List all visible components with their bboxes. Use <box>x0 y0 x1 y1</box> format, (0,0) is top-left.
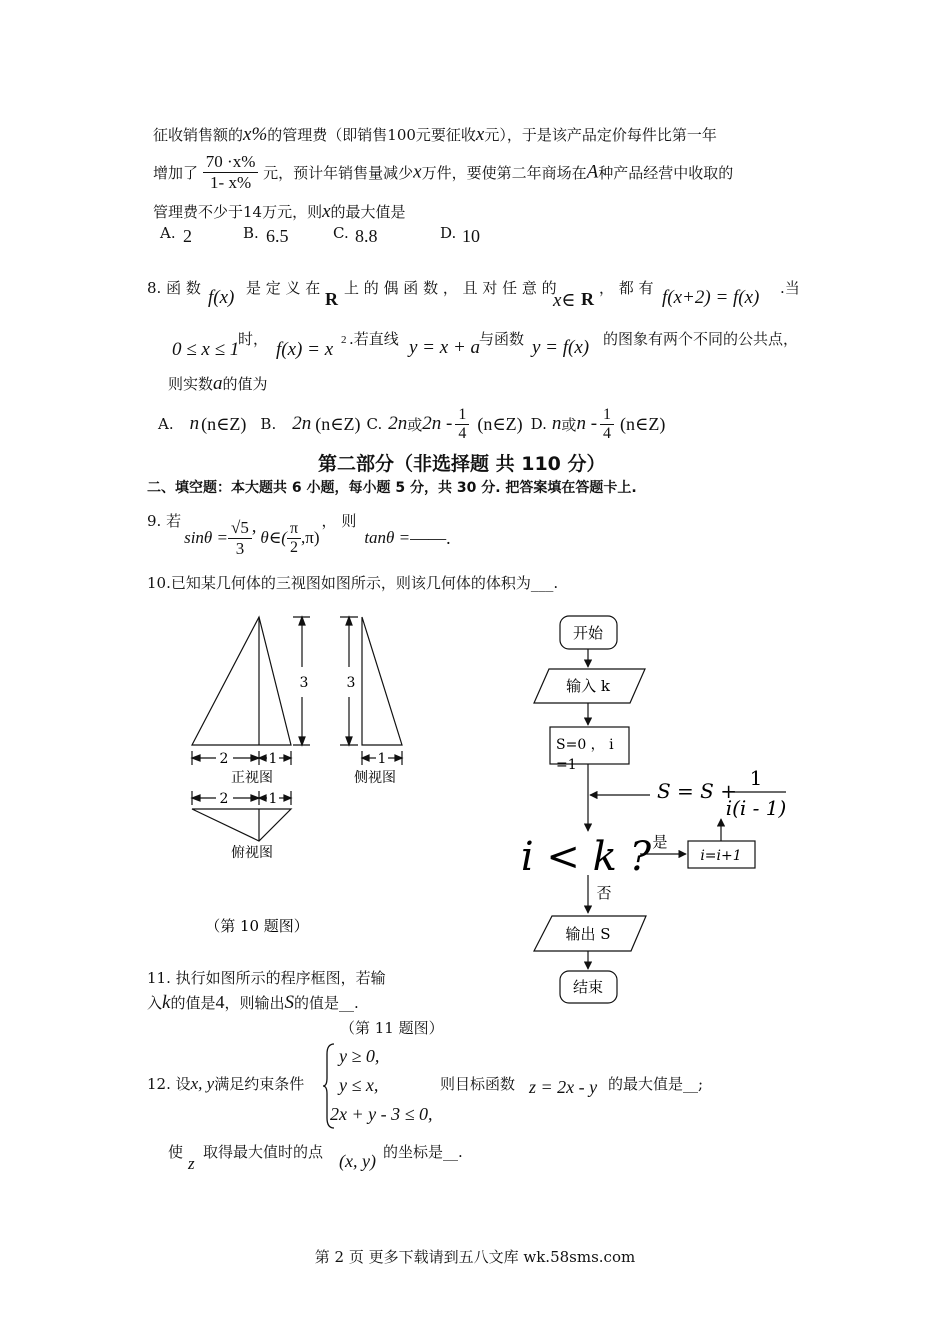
q8-text: 是 定 义 在 <box>246 279 321 297</box>
dim-1-side: 1 <box>377 751 387 767</box>
math-cond: (n∈Z) <box>315 413 361 434</box>
frac-den: 2 <box>290 538 298 556</box>
math-cond: (n∈Z) <box>201 413 247 434</box>
q12-number <box>147 1073 304 1094</box>
front-view-label: 正视图 <box>231 770 273 786</box>
q12-objective: z = 2x - y <box>529 1077 598 1097</box>
top-view-label: 俯视图 <box>231 845 273 861</box>
q8-text: ， 都 有 <box>599 279 654 297</box>
text: 入 <box>147 994 163 1012</box>
option-label: B. <box>243 224 259 242</box>
frac-den: 4 <box>458 424 467 442</box>
text: 9. 若 <box>147 512 182 530</box>
text: 或 <box>407 415 423 434</box>
math-var: 2n <box>388 413 408 434</box>
option-label: A. <box>160 224 176 242</box>
frac-num: 1 <box>600 406 614 425</box>
q9 <box>147 510 451 566</box>
dim-1-top: 1 <box>268 791 278 807</box>
q12-text: 则目标函数 <box>440 1075 516 1093</box>
text: 的管理费（即销售100元要征收 <box>267 126 476 144</box>
fig10-caption: （第 10 题图） <box>205 917 309 935</box>
constraint-3: 2x + y - 3 ≤ 0, <box>330 1104 433 1124</box>
constraint-1: y ≥ 0, <box>339 1046 380 1066</box>
text: 的值是 <box>170 994 216 1012</box>
q7-option-b <box>243 224 259 242</box>
option-label: C. <box>366 415 383 433</box>
condition-label: i < k ? <box>520 834 652 880</box>
q12-text: 取得最大值时的点 <box>203 1143 324 1161</box>
three-view-figure <box>180 605 420 935</box>
q12-text: 的最大值是__; <box>608 1075 704 1093</box>
option-label: D. <box>440 224 457 242</box>
frac-num: π <box>287 520 301 539</box>
math-var: n <box>551 413 562 434</box>
math-var: a <box>213 373 223 394</box>
option-label: C. <box>333 224 349 242</box>
update-frac-num: 1 <box>749 766 763 790</box>
update-frac-den: i(i - 1) <box>725 796 787 820</box>
option-label: B. <box>260 415 277 433</box>
output-label: 输出 S <box>565 925 611 943</box>
text: ，则输出 <box>224 994 285 1012</box>
text: 的最大值是 <box>330 203 406 221</box>
math-expr: θ∈( <box>260 528 287 547</box>
q7-option-b-value: 6.5 <box>266 226 289 246</box>
q12-point: (x, y) <box>339 1151 376 1171</box>
q8-R: R <box>581 289 594 309</box>
answer-blank: —— <box>410 527 447 548</box>
q8-eq2: f(x) = x <box>276 339 334 360</box>
q7-option-a-value: 2 <box>183 226 192 246</box>
side-triangle <box>362 617 402 745</box>
start-label: 开始 <box>572 624 604 642</box>
text: 元，预计年销售量减少 <box>263 164 414 182</box>
yes-label: 是 <box>652 833 668 851</box>
text: 元），于是该产品定价每件比第一年 <box>484 126 717 144</box>
frac-den: 1- x% <box>210 173 252 192</box>
q8-text <box>168 373 268 395</box>
no-label: 否 <box>596 884 612 902</box>
increment-label: i=i+1 <box>700 848 742 864</box>
frac-num: 70 ·x% <box>203 152 259 173</box>
top-triangle <box>192 809 291 841</box>
end-label: 结束 <box>572 978 604 996</box>
text: ， 则 <box>321 512 357 530</box>
q8-fx: f(x) <box>208 287 235 308</box>
option-label: D. <box>530 415 547 433</box>
part2-title: 第二部分（非选择题 共 110 分） <box>318 453 606 475</box>
math-var: A <box>586 161 599 183</box>
q7-option-d <box>440 224 456 242</box>
q8-text: 时， <box>238 330 269 348</box>
text: 的值为 <box>222 375 268 393</box>
text: 12. 设 <box>147 1075 191 1093</box>
math-var: x% <box>243 124 268 145</box>
q8-eq1: f(x+2) = f(x) <box>662 287 760 308</box>
dim-height-side: 3 <box>346 675 356 691</box>
q7-option-a <box>160 224 176 242</box>
flowchart <box>520 605 810 1015</box>
fraction <box>228 518 252 559</box>
text: . <box>446 527 451 548</box>
fraction <box>203 152 259 193</box>
q11-line1: 11. 执行如图所示的程序框图，若输 <box>147 969 386 987</box>
q8-text: .若直线 <box>349 330 399 348</box>
q8-text: 与函数 <box>479 330 525 348</box>
text: 万件，要使第二年商场在 <box>421 164 587 182</box>
q8-line: y = x + a <box>409 337 481 358</box>
text: 增加了 <box>153 164 199 182</box>
q8-sup: 2 <box>341 334 347 346</box>
init-label-1: S=0 ， i <box>556 737 614 753</box>
text: 或 <box>561 415 577 434</box>
side-view <box>340 617 402 765</box>
math-var: n - <box>576 413 598 434</box>
q7-line2 <box>153 152 733 193</box>
math-var: k <box>162 992 171 1013</box>
fraction <box>455 406 469 443</box>
q7-option-c-value: 8.8 <box>355 226 378 246</box>
q8-number: 8. 函 数 <box>147 279 201 297</box>
math-var: x <box>475 124 485 145</box>
math-cond: (n∈Z) <box>477 413 523 434</box>
math-cond: (n∈Z) <box>620 413 666 434</box>
text: 管理费不少于14万元，则 <box>153 203 323 221</box>
math-var: n <box>189 413 200 434</box>
option-label: A. <box>158 415 174 433</box>
math-var: x, y <box>190 1074 215 1093</box>
frac-num: √5 <box>228 518 252 539</box>
text: 则实数 <box>168 375 214 393</box>
q8-R: R <box>325 289 338 309</box>
part2-instruction: 二、填空题：本大题共 6 小题，每小题 5 分，共 30 分. 把答案填在答题卡上. <box>147 480 637 496</box>
math-num: 4 <box>215 992 225 1012</box>
constraint-2: y ≤ x, <box>339 1075 379 1095</box>
init-label-2: =1 <box>556 757 577 773</box>
dim-1-front: 1 <box>268 751 278 767</box>
frac-den: 3 <box>235 538 245 558</box>
dim-2-front: 2 <box>219 751 229 767</box>
q7-line1 <box>153 124 717 146</box>
q11-line2 <box>147 992 359 1014</box>
math-expr: tanθ = <box>364 528 411 547</box>
dim-2-top: 2 <box>219 791 229 807</box>
math-expr: sinθ = <box>184 528 229 547</box>
math-var: x <box>413 161 422 183</box>
text: 满足约束条件 <box>214 1075 305 1093</box>
q8-text: 上 的 偶 函 数 ， 且 对 任 意 的 <box>344 279 557 297</box>
page-footer: 第 2 页 更多下载请到五八文库 wk.58sms.com <box>314 1248 636 1266</box>
math-var: x <box>322 201 331 222</box>
text: 征收销售额的 <box>153 126 244 144</box>
fraction <box>287 520 301 557</box>
frac-den: 4 <box>603 424 612 442</box>
text: 的值是__. <box>293 994 359 1012</box>
input-label: 输入 k <box>566 677 610 695</box>
math-expr: ,π) <box>301 528 320 547</box>
q12-text: 的坐标是__. <box>383 1143 463 1161</box>
side-view-label: 侧视图 <box>354 770 396 786</box>
fig11-caption: （第 11 题图） <box>340 1019 444 1037</box>
q7-option-d-value: 10 <box>462 226 480 246</box>
text: 种产品经营中收取的 <box>598 164 734 182</box>
q8-text: 的图象有两个不同的公共点， <box>603 330 799 348</box>
front-view <box>192 617 310 765</box>
q7-line3 <box>153 201 406 223</box>
q8-func: y = f(x) <box>532 337 590 358</box>
q10-text: 10.已知某几何体的三视图如图所示，则该几何体的体积为___. <box>147 574 559 592</box>
q8-range: 0 ≤ x ≤ 1 <box>172 339 240 360</box>
dim-height-front: 3 <box>299 675 309 691</box>
q8-text: .当 <box>780 279 800 297</box>
q12-z: z <box>188 1154 195 1173</box>
text: , <box>251 516 257 536</box>
math-var: 2n - <box>422 413 453 434</box>
math-var: S <box>284 992 294 1013</box>
q8-x-in: x∈ <box>553 290 576 311</box>
q7-option-c <box>333 224 349 242</box>
frac-num: 1 <box>455 406 469 425</box>
q12-text: 使 <box>168 1143 184 1161</box>
front-triangle <box>192 617 291 745</box>
math-var: 2n <box>292 413 312 434</box>
fraction <box>600 406 614 443</box>
q8-options <box>158 402 665 446</box>
update-s-label: S = S + <box>657 779 737 803</box>
